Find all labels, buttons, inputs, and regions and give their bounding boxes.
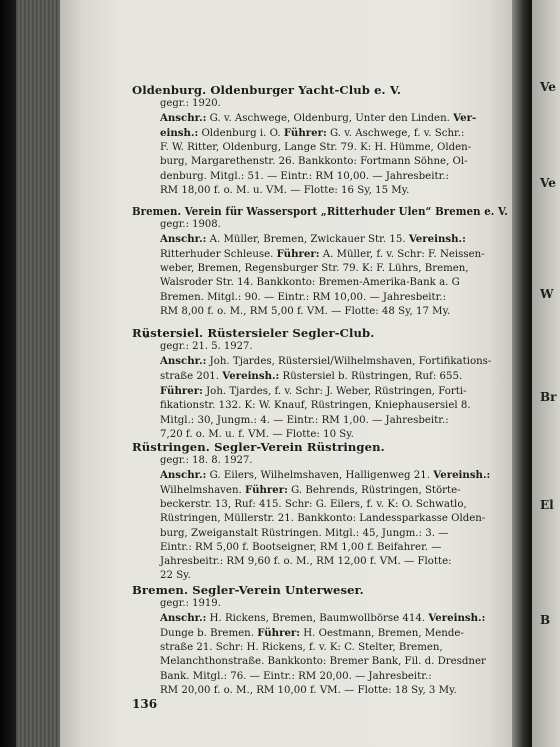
founded-date: gegr.: 1908. <box>160 219 221 231</box>
field-text: Walsroder Str. 14. Bankkonto: Bremen-Amerika-Bank a. G <box>160 277 460 289</box>
club-heading: Oldenburg. Oldenburger Yacht-Club e. V. <box>132 83 402 97</box>
entry-text-line <box>132 247 508 262</box>
entry-text-line <box>132 291 508 305</box>
founded-date: gegr.: 1920. <box>160 98 221 110</box>
entry-text-line <box>132 305 508 319</box>
field-text: Wilhelmshaven. <box>160 485 246 497</box>
field-label: Vereinsh.: <box>433 469 491 482</box>
field-label: einsh.: <box>160 127 199 140</box>
entry-text-line <box>132 155 508 169</box>
field-text: denburg. Mitgl.: 51. — Eintr.: RM 10,00. — Jahresbeitr.: <box>160 170 449 182</box>
book-gutter <box>512 0 532 747</box>
entry-text-line <box>132 369 508 384</box>
entry-text-line <box>132 611 508 626</box>
facing-page-edge <box>532 0 560 747</box>
field-text: burg, Margarethenstr. 26. Bankkonto: Fortmann Söhne, Ol- <box>160 156 468 168</box>
field-label: Anschr.: <box>160 469 207 482</box>
field-label: Ver- <box>453 112 477 125</box>
field-text: A. Müller, Bremen, Zwickauer Str. 15. <box>206 234 409 246</box>
field-label: Vereinsh.: <box>222 370 280 383</box>
entry-text-line <box>132 232 508 247</box>
entry-text-line <box>132 527 508 541</box>
field-text: F. W. Ritter, Oldenburg, Lange Str. 79. K: H. Hümme, Olden- <box>160 142 472 154</box>
club-entry <box>132 440 508 583</box>
field-label: Führer: <box>245 484 288 497</box>
entry-text-line <box>132 262 508 276</box>
field-label: Vereinsh.: <box>428 612 486 625</box>
club-entry <box>132 204 508 319</box>
field-text: Eintr.: RM 5,00 f. Bootseigner, RM 1,00 f. Beifahrer. — <box>160 541 442 553</box>
field-text: Joh. Tjardes, f. v. Schr: J. Weber, Rüstringen, Forti- <box>202 386 467 398</box>
field-text: straße 201. <box>160 371 223 383</box>
entry-text-line <box>132 384 508 399</box>
club-heading: Bremen. Verein für Wassersport „Ritterhuder Ulen“ Bremen e. V. <box>132 204 508 218</box>
field-text: G. v. Aschwege, f. v. Schr.: <box>326 128 465 140</box>
facing-page-fragment: Ve <box>540 176 556 190</box>
field-text: Rüstringen, Müllerstr. 21. Bankkonto: Landessparkasse Olden- <box>160 513 486 525</box>
entry-text-line <box>132 399 508 413</box>
field-text: fikationstr. 132. K: W. Knauf, Rüstringen, Kniephausersiel 8. <box>160 400 471 412</box>
field-label: Anschr.: <box>160 112 207 125</box>
facing-page-fragment: W <box>540 287 554 301</box>
field-text: burg, Zweiganstalt Rüstringen. Mitgl.: 45, Jungm.: 3. — <box>160 527 449 539</box>
field-text: straße 21. Schr: H. Rickens, f. v. K: C. Stelter, Bremen, <box>160 642 443 654</box>
founded-date: gegr.: 21. 5. 1927. <box>160 341 253 353</box>
field-label: Vereinsh.: <box>408 233 466 246</box>
club-entry <box>132 83 508 198</box>
field-text: H. Oestmann, Bremen, Mende- <box>300 628 464 640</box>
founded-date: gegr.: 18. 8. 1927. <box>160 455 253 467</box>
club-entry <box>132 583 508 698</box>
entry-text-line <box>132 498 508 512</box>
entry-text-line <box>132 468 508 483</box>
entry-text-line <box>132 655 508 669</box>
entry-text-line <box>132 184 508 198</box>
field-label: Führer: <box>276 248 320 261</box>
field-text: 22 Sy. <box>160 569 191 581</box>
field-text: RM 8,00 f. o. M., RM 5,00 f. VM. — Flotte: 48 Sy, 17 My. <box>160 305 451 317</box>
field-text: Jahresbeitr.: RM 9,60 f. o. M., RM 12,00 f. VM. — Flotte: <box>160 555 452 567</box>
facing-page-fragment: Ve <box>540 80 556 94</box>
book-cover-edge <box>0 0 16 747</box>
field-text: Melanchthonstraße. Bankkonto: Bremer Bank, Fil. d. Dresdner <box>160 656 486 668</box>
entry-text-line <box>132 626 508 641</box>
entry-text-line <box>132 569 508 583</box>
facing-page-fragment: Br <box>540 390 557 404</box>
field-text: Ritterhuder Schleuse. <box>160 249 277 261</box>
entry-text-line <box>132 512 508 526</box>
field-text: RM 18,00 f. o. M. u. VM. — Flotte: 16 Sy, 15 My. <box>160 184 410 196</box>
field-text: G. v. Aschwege, Oldenburg, Unter den Linden. <box>206 113 454 125</box>
field-text: G. Eilers, Wilhelmshaven, Halligenweg 21. <box>206 470 434 482</box>
field-text: beckerstr. 13, Ruf: 415. Schr: G. Eilers, f. v. K: O. Schwatlo, <box>160 499 467 511</box>
field-text: 7,20 f. o. M. u. f. VM. — Flotte: 10 Sy. <box>160 428 354 440</box>
entry-text-line <box>132 414 508 428</box>
entry-text-line <box>132 684 508 698</box>
club-heading: Bremen. Segler-Verein Unterweser. <box>132 583 364 597</box>
facing-page-fragment: El <box>540 498 554 512</box>
field-text: G. Behrends, Rüstringen, Störte- <box>287 485 461 497</box>
entry-text-line <box>132 541 508 555</box>
entry-text-line <box>132 170 508 184</box>
facing-page-fragment: B <box>540 613 551 627</box>
entry-text-line <box>132 111 508 126</box>
field-label: Führer: <box>283 127 327 140</box>
entry-text-line <box>132 670 508 684</box>
club-heading: Rüstersiel. Rüstersieler Segler-Club. <box>132 326 375 340</box>
field-text: Bank. Mitgl.: 76. — Eintr.: RM 20,00. — Jahresbeitr.: <box>160 670 432 682</box>
field-text: Oldenburg i. O. <box>198 128 284 140</box>
field-text: Bremen. Mitgl.: 90. — Eintr.: RM 10,00. — Jahresbeitr.: <box>160 291 447 303</box>
field-text: Mitgl.: 30, Jungm.: 4. — Eintr.: RM 1,00. — Jahresbeitr.: <box>160 414 449 426</box>
entry-text-line <box>132 126 508 141</box>
page-stack-edges <box>16 0 60 747</box>
field-text: Rüstersiel b. Rüstringen, Ruf: 655. <box>279 371 463 383</box>
field-label: Führer: <box>257 627 301 640</box>
founded-date: gegr.: 1919. <box>160 598 221 610</box>
field-text: Dunge b. Bremen. <box>160 628 258 640</box>
field-label: Anschr.: <box>160 233 207 246</box>
club-entry <box>132 326 508 442</box>
entry-text-line <box>132 141 508 155</box>
field-text: RM 20,00 f. o. M., RM 10,00 f. VM. — Flotte: 18 Sy, 3 My. <box>160 684 457 696</box>
field-text: weber, Bremen, Regensburger Str. 79. K: F. Lührs, Bremen, <box>160 263 469 275</box>
entry-text-line <box>132 641 508 655</box>
field-label: Führer: <box>160 385 203 398</box>
field-text: H. Rickens, Bremen, Baumwollbörse 414. <box>206 613 429 625</box>
field-text: A. Müller, f. v. Schr: F. Neissen- <box>319 249 485 261</box>
field-text: Joh. Tjardes, Rüstersiel/Wilhelmshaven, Fortifikations- <box>206 356 492 368</box>
entry-text-line <box>132 276 508 290</box>
entry-text-line <box>132 354 508 369</box>
page-number: 136 <box>132 697 158 711</box>
field-label: Anschr.: <box>160 355 207 368</box>
entry-text-line <box>132 555 508 569</box>
field-label: Anschr.: <box>160 612 207 625</box>
club-heading: Rüstringen. Segler-Verein Rüstringen. <box>132 440 385 454</box>
entry-text-line <box>132 483 508 498</box>
